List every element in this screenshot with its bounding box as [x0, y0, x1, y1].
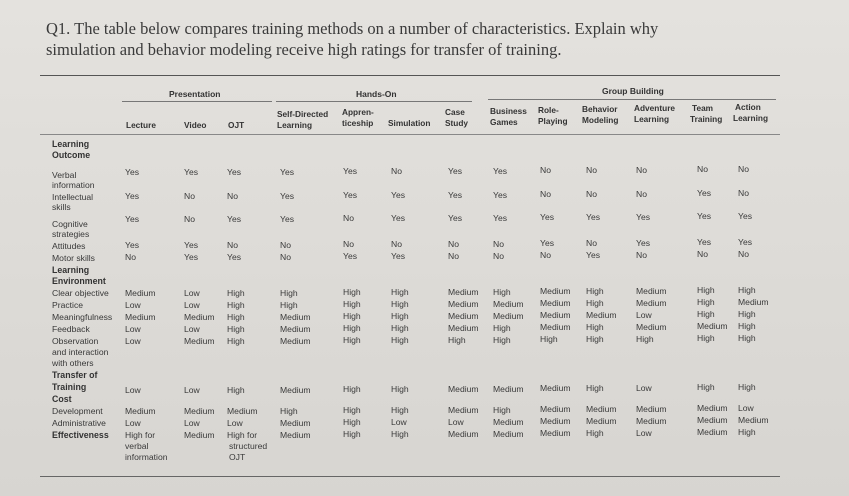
cell-practice-10: Medium: [636, 298, 667, 308]
cell-meaning-12: High: [738, 309, 756, 319]
col-self-directed-2: Learning: [277, 120, 313, 130]
cell-meaning-5: High: [391, 311, 409, 321]
cell-verbal-10: No: [636, 165, 647, 175]
cell-verbal-9: No: [586, 165, 597, 175]
cell-observation-6: High: [448, 335, 466, 345]
col-apprenticeship-2: ticeship: [342, 118, 374, 128]
cell-clear-0: Medium: [125, 288, 156, 298]
cell-meaning-1: Medium: [184, 312, 215, 322]
cell-practice-3: High: [280, 300, 298, 310]
cell-cognitive-0: Yes: [125, 214, 140, 224]
cell-transfer-1: Low: [184, 385, 200, 395]
cell-development-12: Low: [738, 403, 754, 413]
cell-feedback-4: High: [343, 323, 361, 333]
cell-transfer-7: Medium: [493, 384, 524, 394]
row-label-intellectual-1: Intellectual: [52, 192, 94, 202]
col-team-training-1: Team: [692, 103, 714, 113]
cell-transfer-11: High: [697, 382, 715, 392]
cell-meaning-9: Medium: [586, 310, 617, 320]
cell-practice-12: Medium: [738, 297, 769, 307]
row-label-practice: Practice: [52, 300, 84, 310]
cell-clear-1: Low: [184, 288, 200, 298]
cell-clear-7: High: [493, 287, 511, 297]
cell-meaning-2: High: [227, 312, 245, 322]
col-ojt: OJT: [228, 120, 245, 130]
cell-attitudes-0: Yes: [125, 240, 140, 250]
cell-observation-2: High: [227, 336, 245, 346]
cell-administrative-11: Medium: [697, 415, 728, 425]
cell-clear-6: Medium: [448, 287, 479, 297]
cell-practice-9: High: [586, 298, 604, 308]
cell-observation-9: High: [586, 334, 604, 344]
cell-effectiveness-3: Medium: [280, 430, 311, 440]
cell-practice-5: High: [391, 299, 409, 309]
cell-practice-0: Low: [125, 300, 141, 310]
cell-cognitive-7: Yes: [493, 213, 508, 223]
col-case-study-2: Study: [445, 118, 469, 128]
group-presentation: Presentation: [169, 89, 221, 99]
col-video: Video: [184, 120, 207, 130]
cell-development-11: Medium: [697, 403, 728, 413]
cell-practice-2: High: [227, 300, 245, 310]
cell-intellectual-10: No: [636, 189, 647, 199]
cell-observation-12: High: [738, 333, 756, 343]
cell-motor-1: Yes: [184, 252, 199, 262]
cell-clear-4: High: [343, 287, 361, 297]
section-learning-outcome-1: Learning: [52, 139, 90, 149]
cell-effectiveness-10: Low: [636, 428, 652, 438]
cell-administrative-6: Low: [448, 417, 464, 427]
section-cost: Cost: [52, 394, 72, 404]
cell-observation-8: High: [540, 334, 558, 344]
cell-observation-4: High: [343, 335, 361, 345]
row-label-verbal-1: Verbal: [52, 170, 77, 180]
col-action-learning-1: Action: [735, 102, 761, 112]
effectiveness-lecture-line-2: verbal: [125, 441, 149, 451]
group-group-building: Group Building: [602, 86, 664, 96]
cell-verbal-6: Yes: [448, 166, 463, 176]
cell-verbal-11: No: [697, 164, 708, 174]
cell-intellectual-11: Yes: [697, 188, 712, 198]
cell-practice-8: Medium: [540, 298, 571, 308]
cell-transfer-3: Medium: [280, 385, 311, 395]
cell-attitudes-3: No: [280, 240, 291, 250]
cell-observation-5: High: [391, 335, 409, 345]
cell-intellectual-2: No: [227, 191, 238, 201]
col-business-games-2: Games: [490, 117, 518, 127]
section-effectiveness: Effectiveness: [52, 430, 109, 440]
cell-motor-3: No: [280, 252, 291, 262]
cell-attitudes-8: Yes: [540, 238, 555, 248]
cell-observation-3: Medium: [280, 336, 311, 346]
effectiveness-ojt-line-2: structured: [229, 441, 268, 451]
cell-practice-4: High: [343, 299, 361, 309]
effectiveness-lecture-line-3: information: [125, 452, 168, 462]
cell-attitudes-12: Yes: [738, 237, 753, 247]
cell-motor-12: No: [738, 249, 749, 259]
cell-clear-3: High: [280, 288, 298, 298]
cell-feedback-10: Medium: [636, 322, 667, 332]
cell-cognitive-4: No: [343, 213, 354, 223]
cell-effectiveness-1: Medium: [184, 430, 215, 440]
cell-development-7: High: [493, 405, 511, 415]
hands-on-group-rule: [276, 101, 472, 102]
cell-transfer-4: High: [343, 384, 361, 394]
cell-development-0: Medium: [125, 406, 156, 416]
cell-observation-7: High: [493, 335, 511, 345]
row-label-administrative: Administrative: [52, 418, 106, 428]
cell-attitudes-1: Yes: [184, 240, 199, 250]
cell-effectiveness-8: Medium: [540, 428, 571, 438]
cell-intellectual-6: Yes: [448, 190, 463, 200]
header-bottom-rule: [40, 134, 780, 135]
cell-feedback-9: High: [586, 322, 604, 332]
cell-clear-9: High: [586, 286, 604, 296]
cell-attitudes-10: Yes: [636, 238, 651, 248]
cell-meaning-4: High: [343, 311, 361, 321]
col-lecture: Lecture: [126, 120, 156, 130]
cell-cognitive-5: Yes: [391, 213, 406, 223]
cell-verbal-3: Yes: [280, 167, 295, 177]
cell-feedback-5: High: [391, 323, 409, 333]
cell-motor-8: No: [540, 250, 551, 260]
section-transfer-1: Transfer of: [52, 370, 98, 380]
section-learning-env-2: Environment: [52, 276, 106, 286]
cell-feedback-0: Low: [125, 324, 141, 334]
cell-observation-11: High: [697, 333, 715, 343]
cell-motor-2: Yes: [227, 252, 242, 262]
cell-administrative-2: Low: [227, 418, 243, 428]
cell-meaning-3: Medium: [280, 312, 311, 322]
cell-observation-10: High: [636, 334, 654, 344]
cell-feedback-11: Medium: [697, 321, 728, 331]
group-hands-on: Hands-On: [356, 89, 397, 99]
cell-effectiveness-0: High for: [125, 430, 156, 440]
cell-feedback-3: Medium: [280, 324, 311, 334]
presentation-group-rule: [122, 101, 272, 102]
cell-transfer-2: High: [227, 385, 245, 395]
row-label-development: Development: [52, 406, 103, 416]
cell-practice-11: High: [697, 297, 715, 307]
col-role-playing-2: Playing: [538, 116, 568, 126]
cell-feedback-2: High: [227, 324, 245, 334]
cell-clear-8: Medium: [540, 286, 571, 296]
cell-motor-10: No: [636, 250, 647, 260]
cell-clear-5: High: [391, 287, 409, 297]
cell-meaning-8: Medium: [540, 310, 571, 320]
cell-intellectual-12: No: [738, 188, 749, 198]
cell-clear-2: High: [227, 288, 245, 298]
cell-meaning-7: Medium: [493, 311, 524, 321]
cell-attitudes-2: No: [227, 240, 238, 250]
cell-cognitive-2: Yes: [227, 214, 242, 224]
cell-attitudes-11: Yes: [697, 237, 712, 247]
cell-observation-0: Low: [125, 336, 141, 346]
cell-verbal-4: Yes: [343, 166, 358, 176]
cell-development-10: Medium: [636, 404, 667, 414]
col-apprenticeship-1: Appren-: [342, 107, 374, 117]
cell-verbal-2: Yes: [227, 167, 242, 177]
row-label-meaningfulness: Meaningfulness: [52, 312, 113, 322]
group-building-group-rule: [488, 99, 776, 100]
cell-motor-9: Yes: [586, 250, 601, 260]
cell-motor-11: No: [697, 249, 708, 259]
section-transfer-2: Training: [52, 382, 87, 392]
cell-development-9: Medium: [586, 404, 617, 414]
question-line-2: simulation and behavior modeling receive high ratings for transfer of training.: [46, 40, 562, 59]
cell-intellectual-0: Yes: [125, 191, 140, 201]
cell-effectiveness-12: High: [738, 427, 756, 437]
cell-cognitive-3: Yes: [280, 214, 295, 224]
cell-intellectual-1: No: [184, 191, 195, 201]
row-label-cognitive-1: Cognitive: [52, 219, 88, 229]
table-bottom-rule: [40, 476, 780, 477]
cell-intellectual-3: Yes: [280, 191, 295, 201]
cell-attitudes-6: No: [448, 239, 459, 249]
row-label-observation-1: Observation: [52, 336, 99, 346]
cell-effectiveness-7: Medium: [493, 429, 524, 439]
cell-feedback-6: Medium: [448, 323, 479, 333]
row-label-feedback: Feedback: [52, 324, 90, 334]
cell-clear-10: Medium: [636, 286, 667, 296]
cell-attitudes-4: No: [343, 239, 354, 249]
cell-verbal-0: Yes: [125, 167, 140, 177]
cell-practice-7: Medium: [493, 299, 524, 309]
cell-verbal-7: Yes: [493, 166, 508, 176]
cell-verbal-12: No: [738, 164, 749, 174]
cell-administrative-5: Low: [391, 417, 407, 427]
row-label-verbal-2: information: [52, 180, 95, 190]
cell-cognitive-9: Yes: [586, 212, 601, 222]
row-label-observation-2: and interaction: [52, 347, 109, 357]
cell-practice-1: Low: [184, 300, 200, 310]
row-label-observation-3: with others: [52, 358, 94, 368]
cell-development-8: Medium: [540, 404, 571, 414]
cell-intellectual-5: Yes: [391, 190, 406, 200]
cell-meaning-10: Low: [636, 310, 652, 320]
col-action-learning-2: Learning: [733, 113, 769, 123]
effectiveness-ojt-line-3: OJT: [229, 452, 246, 462]
cell-intellectual-7: Yes: [493, 190, 508, 200]
cell-meaning-11: High: [697, 309, 715, 319]
col-simulation: Simulation: [388, 118, 431, 128]
col-team-training-2: Training: [690, 114, 723, 124]
cell-meaning-0: Medium: [125, 312, 156, 322]
table-top-rule: [40, 75, 780, 76]
cell-cognitive-6: Yes: [448, 213, 463, 223]
cell-transfer-8: Medium: [540, 383, 571, 393]
cell-transfer-0: Low: [125, 385, 141, 395]
col-behavior-modeling-2: Modeling: [582, 115, 619, 125]
cell-development-1: Medium: [184, 406, 215, 416]
cell-development-2: Medium: [227, 406, 258, 416]
cell-practice-6: Medium: [448, 299, 479, 309]
row-label-intellectual-2: skills: [52, 202, 71, 212]
cell-effectiveness-11: Medium: [697, 427, 728, 437]
cell-development-5: High: [391, 405, 409, 415]
col-case-study-1: Case: [445, 107, 465, 117]
cell-transfer-6: Medium: [448, 384, 479, 394]
col-self-directed-1: Self-Directed: [277, 109, 329, 119]
cell-verbal-5: No: [391, 166, 402, 176]
cell-development-4: High: [343, 405, 361, 415]
cell-cognitive-11: Yes: [697, 211, 712, 221]
cell-cognitive-10: Yes: [636, 212, 651, 222]
col-business-games-1: Business: [490, 106, 527, 116]
cell-feedback-7: High: [493, 323, 511, 333]
col-behavior-modeling-1: Behavior: [582, 104, 618, 114]
question-line-1: Q1. The table below compares training methods on a number of characteristics. Explain why: [46, 19, 659, 38]
cell-verbal-8: No: [540, 165, 551, 175]
cell-administrative-10: Medium: [636, 416, 667, 426]
cell-administrative-4: High: [343, 417, 361, 427]
cell-development-3: High: [280, 406, 298, 416]
cell-transfer-12: High: [738, 382, 756, 392]
cell-transfer-5: High: [391, 384, 409, 394]
cell-feedback-12: High: [738, 321, 756, 331]
cell-effectiveness-2: High for: [227, 430, 258, 440]
cell-cognitive-8: Yes: [540, 212, 555, 222]
cell-clear-11: High: [697, 285, 715, 295]
col-adventure-learning-1: Adventure: [634, 103, 676, 113]
cell-administrative-3: Medium: [280, 418, 311, 428]
cell-attitudes-9: No: [586, 238, 597, 248]
cell-administrative-12: Medium: [738, 415, 769, 425]
section-learning-outcome-2: Outcome: [52, 150, 91, 160]
cell-effectiveness-6: Medium: [448, 429, 479, 439]
cell-intellectual-4: Yes: [343, 190, 358, 200]
cell-cognitive-1: No: [184, 214, 195, 224]
cell-motor-4: Yes: [343, 251, 358, 261]
cell-administrative-8: Medium: [540, 416, 571, 426]
cell-effectiveness-5: High: [391, 429, 409, 439]
cell-motor-0: No: [125, 252, 136, 262]
cell-attitudes-5: No: [391, 239, 402, 249]
cell-observation-1: Medium: [184, 336, 215, 346]
cell-motor-5: Yes: [391, 251, 406, 261]
cell-effectiveness-4: High: [343, 429, 361, 439]
row-label-motor: Motor skills: [52, 253, 95, 263]
cell-transfer-9: High: [586, 383, 604, 393]
cell-administrative-7: Medium: [493, 417, 524, 427]
cell-meaning-6: Medium: [448, 311, 479, 321]
row-label-attitudes: Attitudes: [52, 241, 86, 251]
cell-intellectual-9: No: [586, 189, 597, 199]
cell-development-6: Medium: [448, 405, 479, 415]
cell-intellectual-8: No: [540, 189, 551, 199]
cell-attitudes-7: No: [493, 239, 504, 249]
cell-motor-6: No: [448, 251, 459, 261]
cell-administrative-9: Medium: [586, 416, 617, 426]
cell-motor-7: No: [493, 251, 504, 261]
cell-feedback-1: Low: [184, 324, 200, 334]
cell-administrative-1: Low: [184, 418, 200, 428]
col-role-playing-1: Role-: [538, 105, 559, 115]
cell-cognitive-12: Yes: [738, 211, 753, 221]
cell-clear-12: High: [738, 285, 756, 295]
cell-verbal-1: Yes: [184, 167, 199, 177]
cell-effectiveness-9: High: [586, 428, 604, 438]
row-label-clear-objective: Clear objective: [52, 288, 109, 298]
cell-transfer-10: Low: [636, 383, 652, 393]
section-learning-env-1: Learning: [52, 265, 90, 275]
row-label-cognitive-2: strategies: [52, 229, 90, 239]
cell-administrative-0: Low: [125, 418, 141, 428]
cell-feedback-8: Medium: [540, 322, 571, 332]
col-adventure-learning-2: Learning: [634, 114, 670, 124]
